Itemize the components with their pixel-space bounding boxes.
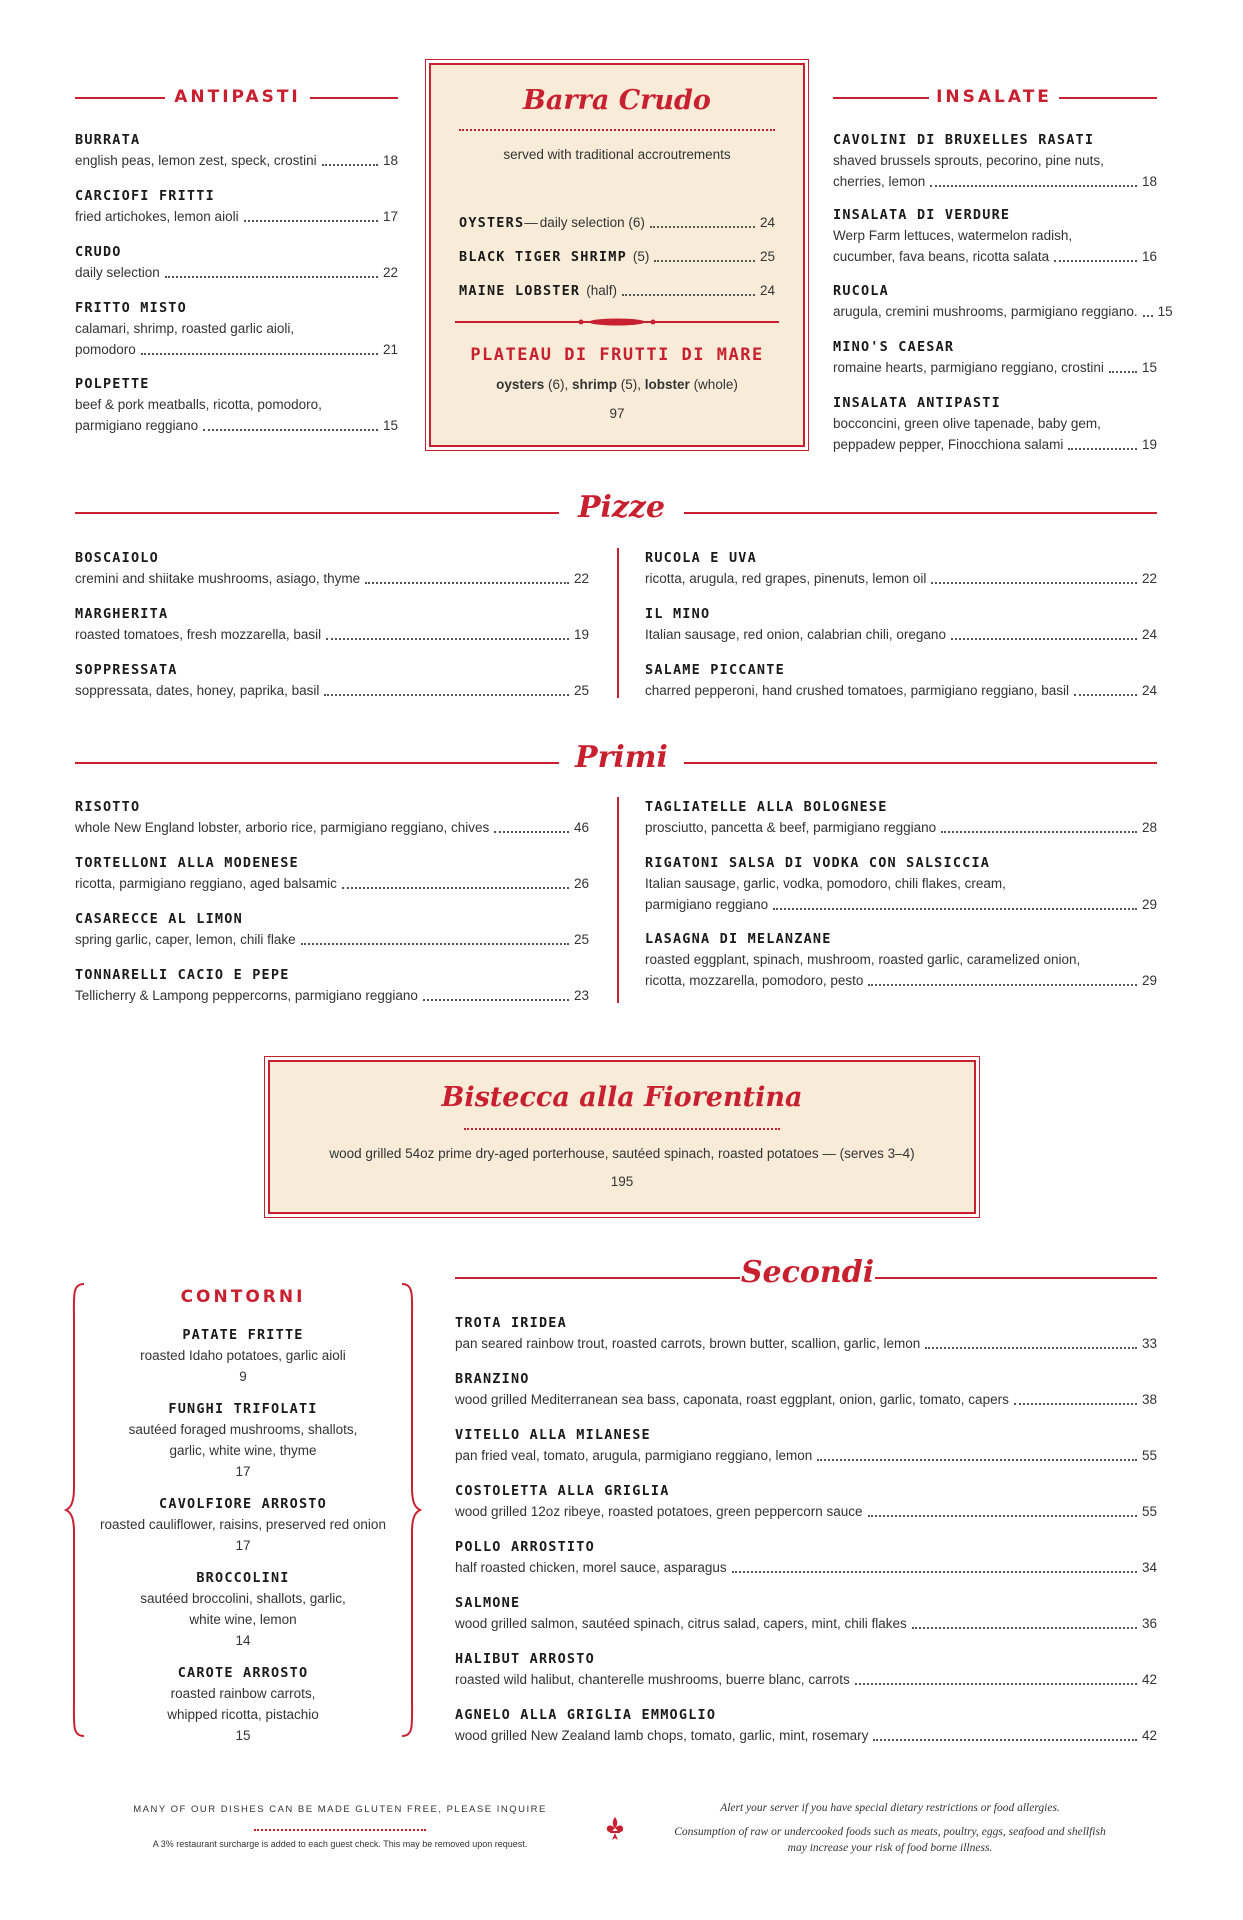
primi-left-list: [75, 797, 589, 1021]
item-name: LASAGNA DI MELANZANE: [645, 931, 832, 947]
item-name: INSALATA DI VERDURE: [833, 207, 1011, 223]
item-desc: roasted rainbow carrots,: [170, 1686, 316, 1701]
item-desc: wood grilled Mediterranean sea bass, caponata, roast eggplant, onion, garlic, tomato, capers: [455, 1392, 1009, 1407]
item-price: 55: [1141, 1504, 1157, 1519]
primi-right-list: [645, 797, 1157, 1005]
leader-dots: [622, 294, 755, 296]
item-price: 42: [1141, 1728, 1157, 1743]
menu-item: [75, 242, 398, 298]
leader-dots: [941, 831, 1137, 833]
leader-dots: [1054, 260, 1137, 262]
item-desc-line1: shaved brussels sprouts, pecorino, pine nuts,: [833, 153, 1104, 168]
item-price: 22: [1141, 571, 1157, 586]
item-price: 24: [1141, 683, 1157, 698]
item-desc: cucumber, fava beans, ricotta salata: [833, 249, 1050, 264]
plateau-price: 97: [609, 406, 625, 421]
item-name: POLLO ARROSTITO: [455, 1539, 595, 1555]
item-price: 14: [235, 1633, 251, 1648]
plateau-title: PLATEAU DI FRUTTI DI MARE: [470, 345, 764, 365]
item-price: 46: [573, 820, 589, 835]
plateau-shrimp: shrimp: [571, 377, 617, 392]
item-price: 22: [573, 571, 589, 586]
item-price: 18: [382, 153, 398, 168]
item-desc: sautéed broccolini, shallots, garlic,: [140, 1591, 346, 1606]
leader-dots: [244, 220, 378, 222]
item-desc: white wine, lemon: [189, 1612, 297, 1627]
menu-item: [645, 929, 1157, 1005]
consumption-note-line1: Consumption of raw or undercooked foods such as meats, poultry, eggs, seafood and shellfish: [674, 1826, 1106, 1838]
secondi-rule-left: [455, 1277, 740, 1279]
item-name: TAGLIATELLE ALLA BOLOGNESE: [645, 799, 888, 815]
footer-dotted-rule: [254, 1829, 426, 1831]
menu-item: [455, 1537, 1157, 1593]
item-name: IL MINO: [645, 606, 711, 622]
crudo-price: 24: [759, 215, 775, 230]
item-desc: english peas, lemon zest, speck, crostini: [75, 153, 317, 168]
menu-item: [833, 205, 1157, 281]
item-price: 18: [1141, 174, 1157, 189]
side-item: [90, 1568, 396, 1663]
item-name: VITELLO ALLA MILANESE: [455, 1427, 651, 1443]
menu-item: [833, 337, 1157, 393]
item-desc: pan fried veal, tomato, arugula, parmigiano reggiano, lemon: [455, 1448, 813, 1463]
item-desc-line1: calamari, shrimp, roasted garlic aioli,: [75, 321, 295, 336]
item-price: 34: [1141, 1560, 1157, 1575]
item-name: COSTOLETTA ALLA GRIGLIA: [455, 1483, 670, 1499]
item-price: 29: [1141, 973, 1157, 988]
primi-rule-right: [684, 762, 1157, 764]
item-desc: cherries, lemon: [833, 174, 926, 189]
item-name: FUNGHI TRIFOLATI: [168, 1401, 318, 1417]
side-item: [90, 1494, 396, 1568]
leader-dots: [868, 984, 1137, 986]
item-desc: spring garlic, caper, lemon, chili flake: [75, 932, 296, 947]
item-name: RIGATONI SALSA DI VODKA CON SALSICCIA: [645, 855, 991, 871]
item-name: BROCCOLINI: [196, 1570, 290, 1586]
item-desc: Tellicherry & Lampong peppercorns, parmigiano reggiano: [75, 988, 418, 1003]
item-price: 42: [1141, 1672, 1157, 1687]
crudo-name: OYSTERS: [459, 215, 525, 231]
leader-dots: [654, 260, 755, 262]
item-price: 15: [382, 418, 398, 433]
left-brace-icon: [64, 1282, 86, 1738]
leader-dots: [773, 908, 1137, 910]
crudo-list: [459, 199, 775, 301]
leader-dots: [1068, 448, 1137, 450]
menu-item: [645, 548, 1157, 604]
item-price: 55: [1141, 1448, 1157, 1463]
leader-dots: [650, 226, 755, 228]
menu-item: [75, 186, 398, 242]
menu-item: [455, 1593, 1157, 1649]
menu-item: [455, 1425, 1157, 1481]
leader-dots: [732, 1571, 1137, 1573]
pizze-rule-left: [75, 512, 559, 514]
item-name: CAVOLINI DI BRUXELLES RASATI: [833, 132, 1095, 148]
item-price: 25: [573, 932, 589, 947]
item-name: MARGHERITA: [75, 606, 169, 622]
item-name: TROTA IRIDEA: [455, 1315, 567, 1331]
leader-dots: [868, 1515, 1137, 1517]
crudo-sep: —: [524, 215, 538, 230]
leader-dots: [342, 887, 569, 889]
menu-item: [645, 604, 1157, 660]
title-dotted-rule: [459, 129, 775, 131]
item-desc: pan seared rainbow trout, roasted carrots, brown butter, scallion, garlic, lemon: [455, 1336, 921, 1351]
leader-dots: [1143, 315, 1153, 317]
item-desc-line1: Werp Farm lettuces, watermelon radish,: [833, 228, 1073, 243]
item-price: 36: [1141, 1616, 1157, 1631]
menu-item: [75, 130, 398, 186]
leader-dots: [203, 429, 378, 431]
menu-item: [75, 660, 589, 716]
menu-item: [455, 1705, 1157, 1761]
pizze-left-list: [75, 548, 589, 716]
item-price: 15: [235, 1728, 251, 1743]
antipasti-list: [75, 130, 398, 450]
item-name: PATATE FRITTE: [182, 1327, 304, 1343]
crudo-row: [459, 233, 775, 267]
insalate-list: [833, 130, 1173, 469]
item-desc: ricotta, arugula, red grapes, pinenuts, lemon oil: [645, 571, 927, 586]
item-desc: wood grilled 12oz ribeye, roasted potatoes, green peppercorn sauce: [455, 1504, 863, 1519]
menu-item: [645, 853, 1157, 929]
bistecca-desc: wood grilled 54oz prime dry-aged porterhouse, sautéed spinach, roasted potatoes — (serves 3–4): [329, 1146, 915, 1161]
item-price: 17: [235, 1538, 251, 1553]
item-name: CARCIOFI FRITTI: [75, 188, 215, 204]
crudo-detail: daily selection (6): [539, 215, 645, 230]
item-name: RUCOLA: [833, 283, 889, 299]
pizze-heading: Pizze: [577, 490, 666, 525]
crudo-row: [459, 267, 775, 301]
leader-dots: [365, 582, 569, 584]
menu-item: [75, 374, 398, 450]
primi-column-divider: [617, 797, 619, 1003]
item-price: 25: [573, 683, 589, 698]
menu-item: [645, 797, 1157, 853]
item-price: 33: [1141, 1336, 1157, 1351]
item-name: BOSCAIOLO: [75, 550, 159, 566]
item-desc: whole New England lobster, arborio rice, parmigiano reggiano, chives: [75, 820, 490, 835]
secondi-rule-right: [875, 1277, 1157, 1279]
crudo-subtitle: served with traditional accroutrements: [503, 147, 731, 162]
item-desc: fried artichokes, lemon aioli: [75, 209, 239, 224]
barra-crudo-title: Barra Crudo: [523, 85, 711, 116]
item-name: BURRATA: [75, 132, 141, 148]
primi-rule-left: [75, 762, 559, 764]
barra-crudo-box: [429, 63, 805, 447]
item-price: 22: [382, 265, 398, 280]
plateau-oysters-qty: (6),: [547, 377, 569, 392]
side-item: [90, 1399, 396, 1494]
leader-dots: [951, 638, 1137, 640]
menu-item: [455, 1649, 1157, 1705]
item-price: 24: [1141, 627, 1157, 642]
bistecca-title: Bistecca alla Fiorentina: [441, 1082, 803, 1113]
item-desc: roasted Idaho potatoes, garlic aioli: [140, 1348, 346, 1363]
item-price: 26: [573, 876, 589, 891]
item-desc: pomodoro: [75, 342, 136, 357]
antipasti-heading: ANTIPASTI: [174, 87, 301, 107]
leader-dots: [423, 999, 569, 1001]
antipasti-rule-right: [310, 97, 398, 99]
allergy-note: Alert your server if you have special dietary restrictions or food allergies.: [720, 1802, 1060, 1814]
primi-heading: Primi: [575, 740, 668, 775]
item-price: 19: [573, 627, 589, 642]
plateau-oysters: oysters: [496, 377, 545, 392]
crudo-price: 24: [759, 283, 775, 298]
leader-dots: [326, 638, 569, 640]
item-name: SALMONE: [455, 1595, 521, 1611]
crudo-name: BLACK TIGER SHRIMP: [459, 249, 627, 265]
leader-dots: [930, 185, 1137, 187]
item-desc: soppressata, dates, honey, paprika, basil: [75, 683, 320, 698]
item-desc: roasted wild halibut, chanterelle mushrooms, buerre blanc, carrots: [455, 1672, 850, 1687]
leader-dots: [817, 1459, 1137, 1461]
menu-item: [75, 965, 589, 1021]
item-desc-line1: roasted eggplant, spinach, mushroom, roasted garlic, caramelized onion,: [645, 952, 1081, 967]
bistecca-box: [268, 1060, 976, 1214]
item-desc: ricotta, mozzarella, pomodoro, pesto: [645, 973, 864, 988]
item-desc: half roasted chicken, morel sauce, asparagus: [455, 1560, 727, 1575]
item-name: CRUDO: [75, 244, 122, 260]
menu-item: [75, 298, 398, 374]
right-brace-icon: [400, 1282, 422, 1738]
item-price: 28: [1141, 820, 1157, 835]
insalate-rule-right: [1059, 97, 1157, 99]
item-price: 9: [239, 1369, 247, 1384]
item-desc: roasted cauliflower, raisins, preserved red onion: [100, 1517, 386, 1532]
plateau-lobster: lobster: [644, 377, 690, 392]
side-item: [90, 1663, 396, 1758]
item-name: CAROTE ARROSTO: [177, 1665, 309, 1681]
leader-dots: [324, 694, 569, 696]
item-desc: whipped ricotta, pistachio: [167, 1707, 319, 1722]
item-desc: cremini and shiitake mushrooms, asiago, thyme: [75, 571, 361, 586]
item-desc: arugula, cremini mushrooms, parmigiano reggiano.: [833, 304, 1138, 319]
crudo-row: [459, 199, 775, 233]
menu-item: [455, 1313, 1157, 1369]
insalate-heading: INSALATE: [936, 87, 1052, 107]
leader-dots: [322, 164, 378, 166]
item-name: SOPPRESSATA: [75, 662, 178, 678]
item-desc: Italian sausage, red onion, calabrian chili, oregano: [645, 627, 946, 642]
item-desc-line1: beef & pork meatballs, ricotta, pomodoro,: [75, 397, 322, 412]
leader-dots: [494, 831, 569, 833]
plateau-shrimp-qty: (5),: [620, 377, 642, 392]
contorni-list: [90, 1325, 396, 1758]
menu-item: [75, 604, 589, 660]
crudo-detail: (half): [586, 283, 618, 298]
bistecca-price: 195: [610, 1174, 634, 1189]
item-name: CASARECCE AL LIMON: [75, 911, 243, 927]
item-price: 29: [1141, 897, 1157, 912]
leader-dots: [873, 1739, 1137, 1741]
crudo-name: MAINE LOBSTER: [459, 283, 581, 299]
antipasti-rule-left: [75, 97, 165, 99]
side-item: [90, 1325, 396, 1399]
item-name: RISOTTO: [75, 799, 141, 815]
item-desc: charred pepperoni, hand crushed tomatoes, parmigiano reggiano, basil: [645, 683, 1070, 698]
item-name: FRITTO MISTO: [75, 300, 187, 316]
item-name: POLPETTE: [75, 376, 150, 392]
menu-item: [645, 660, 1157, 716]
item-name: INSALATA ANTIPASTI: [833, 395, 1001, 411]
item-desc-line1: Italian sausage, garlic, vodka, pomodoro, chili flakes, cream,: [645, 876, 1006, 891]
item-price: 17: [382, 209, 398, 224]
contorni-heading: CONTORNI: [180, 1287, 306, 1307]
item-desc-line1: bocconcini, green olive tapenade, baby gem,: [833, 416, 1101, 431]
leader-dots: [931, 582, 1137, 584]
item-name: AGNELO ALLA GRIGLIA EMMOGLIO: [455, 1707, 717, 1723]
item-price: 17: [235, 1464, 251, 1479]
fleur-de-lis-icon: [604, 1816, 626, 1842]
leader-dots: [855, 1683, 1137, 1685]
gluten-free-note: MANY OF OUR DISHES CAN BE MADE GLUTEN FREE, PLEASE INQUIRE: [133, 1804, 547, 1815]
plateau-lobster-qty: (whole): [693, 377, 738, 392]
item-desc: sautéed foraged mushrooms, shallots,: [128, 1422, 358, 1437]
menu-item: [833, 130, 1157, 205]
item-desc: ricotta, parmigiano reggiano, aged balsamic: [75, 876, 337, 891]
title-dotted-rule: [464, 1128, 780, 1130]
leader-dots: [141, 353, 378, 355]
menu-item: [833, 281, 1173, 337]
pizze-column-divider: [617, 548, 619, 698]
secondi-heading: Secondi: [740, 1255, 875, 1290]
item-price: 21: [382, 342, 398, 357]
item-price: 38: [1141, 1392, 1157, 1407]
crudo-price: 25: [759, 249, 775, 264]
plateau-desc: [431, 377, 803, 392]
menu-item: [455, 1369, 1157, 1425]
item-desc: daily selection: [75, 265, 160, 280]
pizze-right-list: [645, 548, 1157, 716]
leader-dots: [301, 943, 569, 945]
item-price: 16: [1141, 249, 1157, 264]
secondi-list: [455, 1313, 1157, 1761]
item-name: TORTELLONI ALLA MODENESE: [75, 855, 299, 871]
leader-dots: [912, 1627, 1137, 1629]
item-name: CAVOLFIORE ARROSTO: [159, 1496, 327, 1512]
item-desc: romaine hearts, parmigiano reggiano, crostini: [833, 360, 1104, 375]
item-desc: wood grilled salmon, sautéed spinach, citrus salad, capers, mint, chili flakes: [455, 1616, 907, 1631]
surcharge-note: A 3% restaurant surcharge is added to each guest check. This may be removed upon request.: [152, 1839, 528, 1849]
consumption-note-line2: may increase your risk of food borne illness.: [787, 1842, 993, 1854]
menu-item: [75, 853, 589, 909]
insalate-rule-left: [833, 97, 929, 99]
ornament-divider: [455, 317, 779, 327]
item-name: SALAME PICCANTE: [645, 662, 785, 678]
item-name: MINO'S CAESAR: [833, 339, 955, 355]
leader-dots: [1109, 371, 1137, 373]
leader-dots: [1074, 694, 1137, 696]
item-name: BRANZINO: [455, 1371, 530, 1387]
crudo-detail: (5): [632, 249, 650, 264]
item-desc: parmigiano reggiano: [75, 418, 199, 433]
item-name: RUCOLA E UVA: [645, 550, 757, 566]
pizze-rule-right: [684, 512, 1157, 514]
item-desc: garlic, white wine, thyme: [169, 1443, 317, 1458]
menu-item: [75, 797, 589, 853]
leader-dots: [925, 1347, 1137, 1349]
item-price: 15: [1157, 304, 1173, 319]
item-price: 15: [1141, 360, 1157, 375]
item-desc: parmigiano reggiano: [645, 897, 769, 912]
item-name: HALIBUT ARROSTO: [455, 1651, 595, 1667]
item-desc: roasted tomatoes, fresh mozzarella, basil: [75, 627, 322, 642]
item-desc: peppadew pepper, Finocchiona salami: [833, 437, 1064, 452]
menu-item: [75, 548, 589, 604]
menu-item: [833, 393, 1157, 469]
item-desc: wood grilled New Zealand lamb chops, tomato, garlic, mint, rosemary: [455, 1728, 869, 1743]
item-price: 19: [1141, 437, 1157, 452]
leader-dots: [1014, 1403, 1137, 1405]
menu-item: [75, 909, 589, 965]
leader-dots: [165, 276, 378, 278]
menu-item: [455, 1481, 1157, 1537]
item-name: TONNARELLI CACIO E PEPE: [75, 967, 290, 983]
item-price: 23: [573, 988, 589, 1003]
item-desc: prosciutto, pancetta & beef, parmigiano reggiano: [645, 820, 937, 835]
